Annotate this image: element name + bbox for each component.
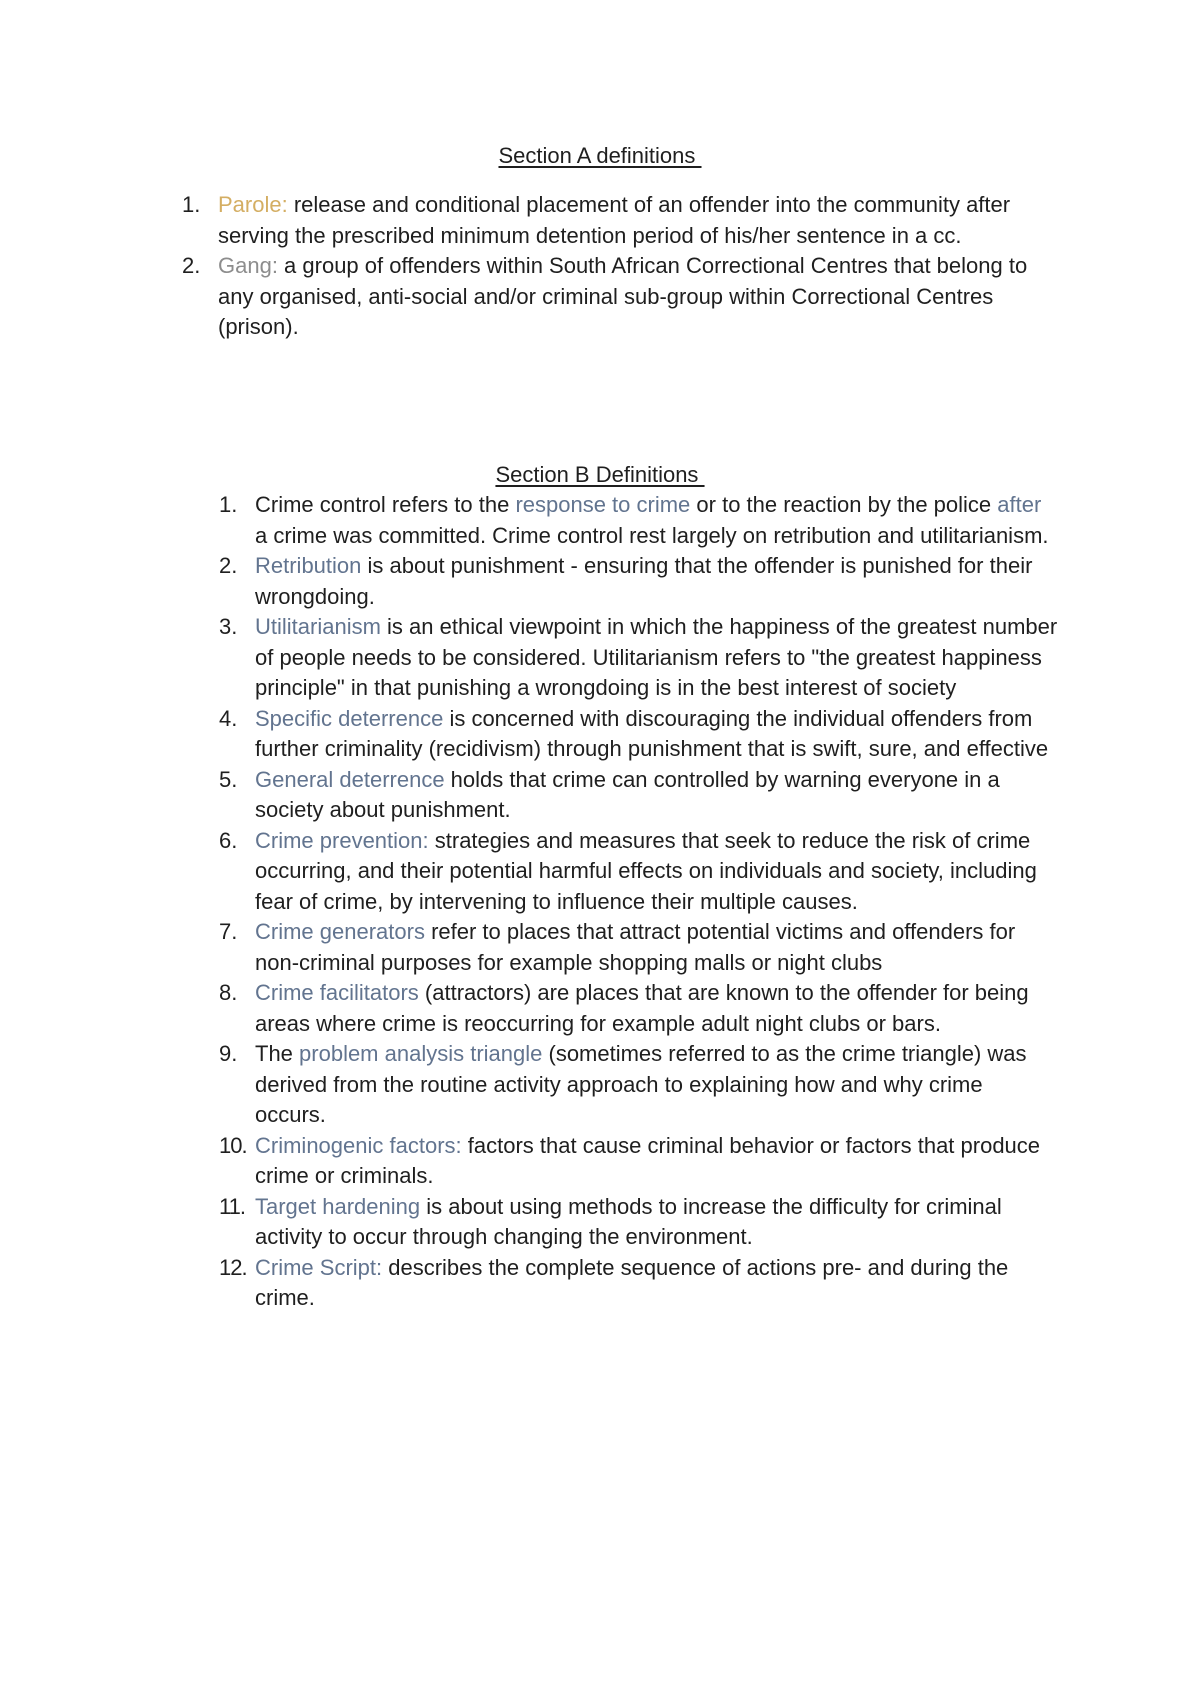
item-number: 10. — [219, 1132, 247, 1158]
item-number: 11. — [219, 1193, 245, 1219]
term: Specific deterrence — [255, 705, 444, 731]
term: Target hardening — [255, 1193, 421, 1219]
definition-middle: or to the reaction by the police — [690, 492, 998, 517]
list-item — [219, 1192, 1058, 1253]
item-number: 1. — [219, 492, 238, 517]
term: Criminogenic factors: — [255, 1132, 462, 1158]
item-number: 8. — [219, 980, 238, 1005]
definition: release and conditional placement of an offender into the community after serving the prescribed minimum detention period of his/her sentence in a cc. — [218, 192, 1011, 248]
definition: refer to places that attract potential victims and offenders for non-criminal purposes for example shopping malls or night clubs — [255, 919, 1016, 975]
list-item — [219, 1131, 1058, 1192]
term: Crime facilitators — [255, 980, 419, 1005]
list-item — [219, 978, 1058, 1039]
list-item — [219, 551, 1058, 612]
term: response to crime — [515, 492, 691, 517]
definition: is about punishment - ensuring that the offender is punished for their wrongdoing. — [255, 553, 1033, 609]
definition: factors that cause criminal behavior or factors that produce crime or criminals. — [255, 1132, 1041, 1188]
list-item — [182, 190, 1058, 251]
list-item — [219, 490, 1058, 551]
term: Gang: — [218, 253, 278, 278]
item-number: 2. — [219, 553, 238, 578]
item-number: 5. — [219, 766, 238, 792]
item-number: 4. — [219, 705, 238, 731]
term: Retribution — [255, 553, 362, 578]
definition: (attractors) are places that are known to the offender for being areas where crime is reoccurring for example adult night clubs or bars. — [255, 980, 1029, 1036]
item-number: 6. — [219, 827, 238, 853]
definition: is about using methods to increase the difficulty for criminal activity to occur through changing the environment. — [255, 1193, 1002, 1249]
definition-lead: Crime control refers to the — [255, 492, 516, 517]
definition: is concerned with discouraging the individual offenders from further criminality (recidivism) through punishment that is swift, sure, and effective — [255, 705, 1049, 761]
term: Parole: — [218, 192, 288, 217]
definition-lead: The — [255, 1041, 300, 1066]
definition: describes the complete sequence of actions pre- and during the crime. — [255, 1254, 1009, 1310]
term-secondary: after — [997, 492, 1042, 517]
item-number: 9. — [219, 1041, 238, 1066]
list-item — [219, 1253, 1058, 1314]
definition: is an ethical viewpoint in which the happiness of the greatest number of people needs to be considered. Utilitarianism refers to "the greatest happiness principle" in that punishing a wrongdoing is in the best interest of society — [255, 614, 1058, 700]
definition: a crime was committed. Crime control rest largely on retribution and utilitarianism. — [255, 522, 1049, 548]
list-item — [219, 826, 1058, 918]
term: Crime generators — [255, 919, 425, 944]
section-a-list — [182, 190, 1058, 343]
section-a-heading: Section A definitions — [498, 143, 702, 168]
list-item — [219, 917, 1058, 978]
list-item — [219, 704, 1058, 765]
list-item — [182, 251, 1058, 343]
list-item — [219, 612, 1058, 704]
item-number: 3. — [219, 614, 238, 639]
item-number: 1. — [182, 192, 201, 217]
definition: holds that crime can controlled by warning everyone in a society about punishment. — [255, 766, 1000, 822]
item-number: 7. — [219, 919, 238, 944]
term: Crime prevention: — [255, 827, 429, 853]
section-b-list — [219, 490, 1058, 1314]
term: Crime Script: — [255, 1254, 383, 1280]
item-number: 12. — [219, 1254, 247, 1280]
list-item — [219, 765, 1058, 826]
definition: strategies and measures that seek to reduce the risk of crime occurring, and their potential harmful effects on individuals and society, including fear of crime, by intervening to influence their multiple causes. — [255, 827, 1037, 914]
term: problem analysis triangle — [299, 1041, 543, 1066]
section-b-heading: Section B Definitions — [495, 462, 705, 487]
definition: (sometimes referred to as the crime triangle) was derived from the routine activity approach to explaining how and why crime occurs. — [255, 1041, 1027, 1127]
term: Utilitarianism — [255, 614, 381, 639]
item-number: 2. — [182, 253, 201, 278]
term: General deterrence — [255, 766, 445, 792]
list-item — [219, 1039, 1058, 1131]
definition: a group of offenders within South African Correctional Centres that belong to any organised, anti-social and/or criminal sub-group within Correctional Centres (prison). — [218, 253, 1028, 339]
